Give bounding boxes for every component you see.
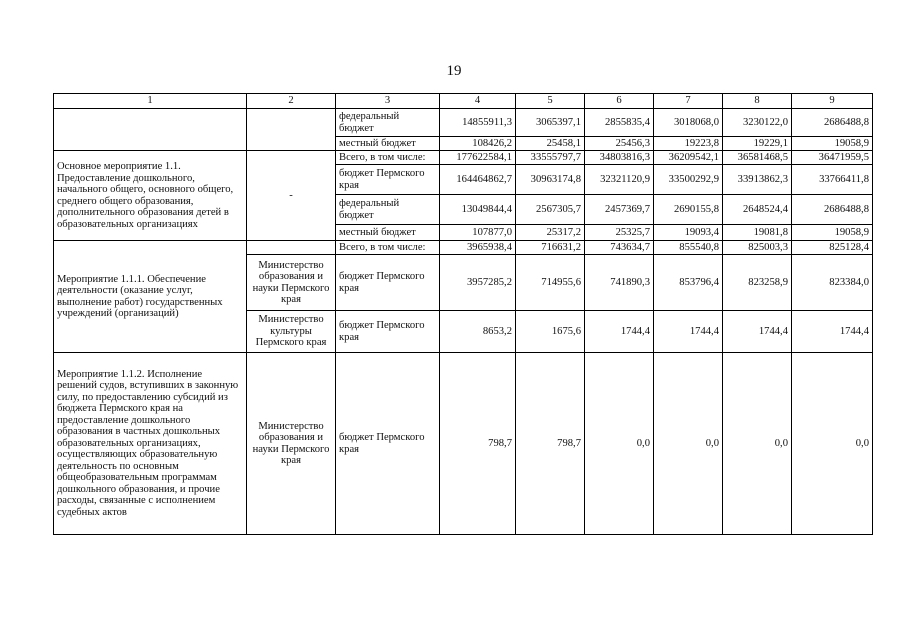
value-cell: 36209542,1 bbox=[654, 151, 723, 165]
header-cell: 9 bbox=[792, 94, 873, 109]
funding-source: бюджет Пермского края bbox=[336, 255, 440, 311]
activity-name: Мероприятие 1.1.2. Исполнение решений судов, вступивших в законную силу, по предоставлению субсидий из бюджета Пермского края на предоставление дошкольного образования в частных дошкольных образовательных организациях, осуществляющих образовательную деятельность по основным общеобразовательным программам дошкольного образования, и прочие расходы, связанные с исполнением судебных актов bbox=[54, 353, 247, 535]
budget-table bbox=[53, 93, 873, 535]
page-number: 19 bbox=[446, 63, 462, 79]
value-cell: 0,0 bbox=[654, 353, 723, 535]
value-cell: 3065397,1 bbox=[516, 109, 585, 137]
funding-source: бюджет Пермского края bbox=[336, 353, 440, 535]
funding-source: местный бюджет bbox=[336, 137, 440, 151]
value-cell: 2690155,8 bbox=[654, 195, 723, 225]
value-cell: 25325,7 bbox=[585, 225, 654, 241]
value-cell: 177622584,1 bbox=[440, 151, 516, 165]
value-cell: 1744,4 bbox=[654, 311, 723, 353]
value-cell: 19223,8 bbox=[654, 137, 723, 151]
funding-source: Всего, в том числе: bbox=[336, 241, 440, 255]
value-cell: 855540,8 bbox=[654, 241, 723, 255]
value-cell: 19058,9 bbox=[792, 137, 873, 151]
header-row bbox=[54, 94, 873, 109]
table-row bbox=[54, 109, 873, 137]
value-cell: 33555797,7 bbox=[516, 151, 585, 165]
header-cell: 4 bbox=[440, 94, 516, 109]
value-cell: 2686488,8 bbox=[792, 195, 873, 225]
value-cell: 25317,2 bbox=[516, 225, 585, 241]
value-cell: 25458,1 bbox=[516, 137, 585, 151]
funding-source: федеральный бюджет bbox=[336, 195, 440, 225]
value-cell: 1744,4 bbox=[723, 311, 792, 353]
value-cell: 743634,7 bbox=[585, 241, 654, 255]
value-cell: 741890,3 bbox=[585, 255, 654, 311]
header-cell: 5 bbox=[516, 94, 585, 109]
value-cell: 798,7 bbox=[440, 353, 516, 535]
value-cell: 823258,9 bbox=[723, 255, 792, 311]
value-cell: 2567305,7 bbox=[516, 195, 585, 225]
header-cell: 1 bbox=[54, 94, 247, 109]
value-cell: 19093,4 bbox=[654, 225, 723, 241]
value-cell: 164464862,7 bbox=[440, 165, 516, 195]
value-cell: 2686488,8 bbox=[792, 109, 873, 137]
empty-cell bbox=[247, 241, 336, 255]
header-cell: 8 bbox=[723, 94, 792, 109]
value-cell: 825003,3 bbox=[723, 241, 792, 255]
value-cell: 716631,2 bbox=[516, 241, 585, 255]
value-cell: 19058,9 bbox=[792, 225, 873, 241]
header-cell: 7 bbox=[654, 94, 723, 109]
value-cell: 108426,2 bbox=[440, 137, 516, 151]
value-cell: 1744,4 bbox=[792, 311, 873, 353]
value-cell: 36471959,5 bbox=[792, 151, 873, 165]
value-cell: 36581468,5 bbox=[723, 151, 792, 165]
value-cell: 0,0 bbox=[723, 353, 792, 535]
value-cell: 33913862,3 bbox=[723, 165, 792, 195]
value-cell: 19081,8 bbox=[723, 225, 792, 241]
header-cell: 6 bbox=[585, 94, 654, 109]
value-cell: 0,0 bbox=[792, 353, 873, 535]
value-cell: 19229,1 bbox=[723, 137, 792, 151]
table-row bbox=[54, 241, 873, 255]
value-cell: 13049844,4 bbox=[440, 195, 516, 225]
value-cell: 3957285,2 bbox=[440, 255, 516, 311]
value-cell: 3230122,0 bbox=[723, 109, 792, 137]
header-cell: 2 bbox=[247, 94, 336, 109]
value-cell: 33766411,8 bbox=[792, 165, 873, 195]
funding-source: местный бюджет bbox=[336, 225, 440, 241]
value-cell: 3018068,0 bbox=[654, 109, 723, 137]
table-row bbox=[54, 353, 873, 535]
value-cell: 1744,4 bbox=[585, 311, 654, 353]
value-cell: 32321120,9 bbox=[585, 165, 654, 195]
value-cell: 8653,2 bbox=[440, 311, 516, 353]
value-cell: 14855911,3 bbox=[440, 109, 516, 137]
executor-cell: - bbox=[247, 151, 336, 241]
value-cell: 2457369,7 bbox=[585, 195, 654, 225]
value-cell: 2855835,4 bbox=[585, 109, 654, 137]
value-cell: 3965938,4 bbox=[440, 241, 516, 255]
executor-cell: Министерство культуры Пермского края bbox=[247, 311, 336, 353]
value-cell: 825128,4 bbox=[792, 241, 873, 255]
funding-source: бюджет Пермского края bbox=[336, 165, 440, 195]
funding-source: Всего, в том числе: bbox=[336, 151, 440, 165]
value-cell: 823384,0 bbox=[792, 255, 873, 311]
value-cell: 33500292,9 bbox=[654, 165, 723, 195]
value-cell: 30963174,8 bbox=[516, 165, 585, 195]
executor-cell: Министерство образования и науки Пермского края bbox=[247, 353, 336, 535]
activity-name: Мероприятие 1.1.1. Обеспечение деятельности (оказание услуг, выполнение работ) государственных учреждений (организаций) bbox=[54, 241, 247, 353]
header-cell: 3 bbox=[336, 94, 440, 109]
value-cell: 714955,6 bbox=[516, 255, 585, 311]
empty-cell bbox=[54, 109, 247, 151]
funding-source: федеральный бюджет bbox=[336, 109, 440, 137]
table-row bbox=[54, 151, 873, 165]
value-cell: 798,7 bbox=[516, 353, 585, 535]
value-cell: 2648524,4 bbox=[723, 195, 792, 225]
executor-cell: Министерство образования и науки Пермского края bbox=[247, 255, 336, 311]
activity-name: Основное мероприятие 1.1. Предоставление дошкольного, начального общего, основного общего, среднего общего образования, дополнительного образования детей в образовательных организациях bbox=[54, 151, 247, 241]
value-cell: 0,0 bbox=[585, 353, 654, 535]
value-cell: 25456,3 bbox=[585, 137, 654, 151]
funding-source: бюджет Пермского края bbox=[336, 311, 440, 353]
value-cell: 853796,4 bbox=[654, 255, 723, 311]
value-cell: 107877,0 bbox=[440, 225, 516, 241]
value-cell: 1675,6 bbox=[516, 311, 585, 353]
value-cell: 34803816,3 bbox=[585, 151, 654, 165]
empty-cell bbox=[247, 109, 336, 151]
